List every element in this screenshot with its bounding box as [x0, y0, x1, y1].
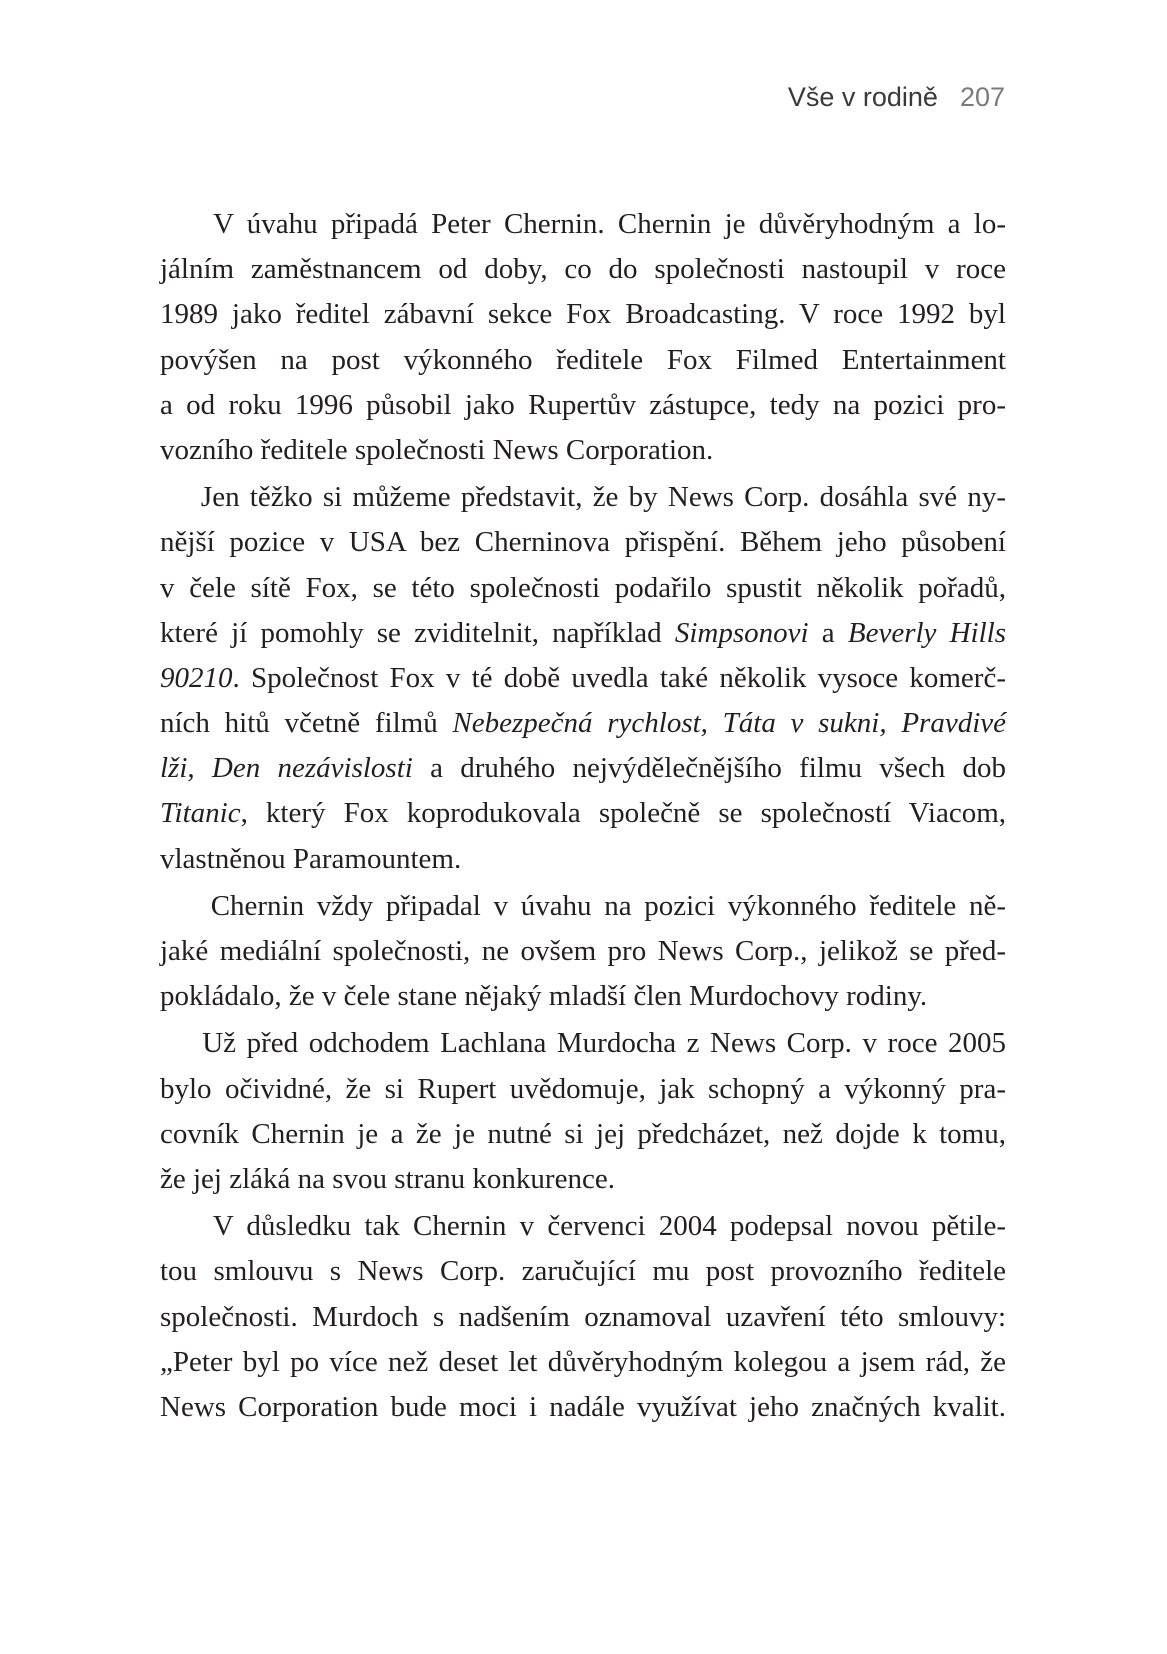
text-line: [160, 791, 1006, 836]
text-line: [160, 247, 1006, 292]
text-segment: a druhého nejvýdělečnějšího filmu všech dob: [412, 752, 1006, 785]
text-segment: povýšen na post výkonného ředitele Fox Filmed Entertainment: [160, 343, 1006, 376]
italic-title: 90210: [160, 661, 233, 694]
text-segment: které jí pomohly se zviditelnit, například: [160, 616, 675, 649]
text-line: [160, 701, 1006, 746]
text-line: [160, 1157, 1006, 1202]
text-line: [160, 974, 1006, 1019]
text-line: [160, 929, 1006, 974]
text-line: [160, 475, 1006, 520]
text-segment: vlastněnou Paramountem.: [160, 842, 462, 875]
text-segment: nější pozice v USA bez Cherninova přispění. Během jeho působení: [160, 526, 1006, 559]
text-segment: jálním zaměstnancem od doby, co do společnosti nastoupil v roce: [160, 253, 1006, 286]
text-line: [160, 520, 1006, 565]
chapter-title: Vše v rodině: [787, 82, 938, 112]
text-line: [160, 1249, 1006, 1294]
text-line: [160, 1385, 1006, 1430]
text-line: [160, 428, 1006, 473]
text-line: [160, 202, 1006, 247]
text-segment: Chernin vždy připadal v úvahu na pozici výkonného ředitele ně-: [160, 889, 1006, 922]
text-segment: ních hitů včetně filmů: [160, 707, 453, 740]
text-segment: v čele sítě Fox, se této společnosti podařilo spustit několik pořadů,: [160, 571, 1006, 604]
text-line: [160, 837, 1006, 882]
text-line: [160, 383, 1006, 428]
italic-title: Titanic: [160, 797, 241, 830]
paragraph: [160, 202, 1006, 473]
text-line: [160, 292, 1006, 337]
text-segment: covník Chernin je a že je nutné si jej předcházet, než dojde k tomu,: [160, 1117, 1006, 1150]
text-segment: vozního ředitele společnosti News Corporation.: [160, 433, 714, 466]
text-segment: V důsledku tak Chernin v červenci 2004 podepsal novou pětile-: [160, 1210, 1006, 1243]
text-line: [160, 884, 1006, 929]
page-number: 207: [959, 82, 1005, 112]
paragraph: [160, 1021, 1006, 1202]
text-line: [160, 1112, 1006, 1157]
text-line: [160, 1340, 1006, 1385]
text-segment: bylo očividné, že si Rupert uvědomuje, jak schopný a výkonný pra-: [160, 1072, 1006, 1105]
text-segment: 1989 jako ředitel zábavní sekce Fox Broadcasting. V roce 1992 byl: [160, 298, 1006, 331]
paragraph: [160, 475, 1006, 882]
text-line: [160, 566, 1006, 611]
text-segment: Jen těžko si můžeme představit, že by News Corp. dosáhla své ny-: [160, 481, 1006, 514]
paragraph: [160, 1204, 1006, 1430]
text-segment: Už před odchodem Lachlana Murdocha z News Corp. v roce 2005: [160, 1027, 1006, 1060]
text-segment: a od roku 1996 působil jako Rupertův zástupce, tedy na pozici pro-: [160, 388, 1006, 421]
text-segment: . Společnost Fox v té době uvedla také několik vysoce komerč-: [232, 661, 1006, 694]
italic-title: lži, Den nezávislosti: [160, 752, 413, 785]
text-line: [160, 611, 1006, 656]
paragraph: [160, 884, 1006, 1020]
text-line: [160, 1067, 1006, 1112]
text-segment: a: [808, 616, 848, 649]
text-line: [160, 338, 1006, 383]
text-segment: V úvahu připadá Peter Chernin. Chernin je důvěryhodným a lo-: [160, 208, 1006, 240]
text-segment: , který Fox koprodukovala společně se společností Viacom,: [240, 797, 1006, 830]
text-line: [160, 746, 1006, 791]
running-head: [788, 82, 1005, 113]
text-segment: „Peter byl po více než deset let důvěryhodným kolegou a jsem rád, že: [160, 1345, 1006, 1378]
text-line: [160, 1295, 1006, 1340]
text-segment: že jej zláká na svou stranu konkurence.: [160, 1162, 615, 1195]
italic-title: Beverly Hills: [847, 616, 1006, 649]
italic-title: Simpsonovi: [674, 616, 809, 649]
italic-title: Nebezpečná rychlost, Táta v sukni, Pravdivé: [452, 707, 1006, 740]
text-line: [160, 1204, 1006, 1249]
text-segment: tou smlouvu s News Corp. zaručující mu post provozního ředitele: [160, 1255, 1006, 1288]
text-segment: společnosti. Murdoch s nadšením oznamoval uzavření této smlouvy:: [160, 1300, 1006, 1333]
text-segment: pokládalo, že v čele stane nějaký mladší člen Murdochovy rodiny.: [160, 980, 928, 1013]
text-segment: News Corporation bude moci i nadále využívat jeho značných kvalit.: [160, 1390, 1006, 1423]
text-line: [160, 1021, 1006, 1066]
text-segment: jaké mediální společnosti, ne ovšem pro News Corp., jelikož se před-: [160, 935, 1006, 967]
text-body: [160, 202, 1006, 1430]
text-line: [160, 656, 1006, 701]
